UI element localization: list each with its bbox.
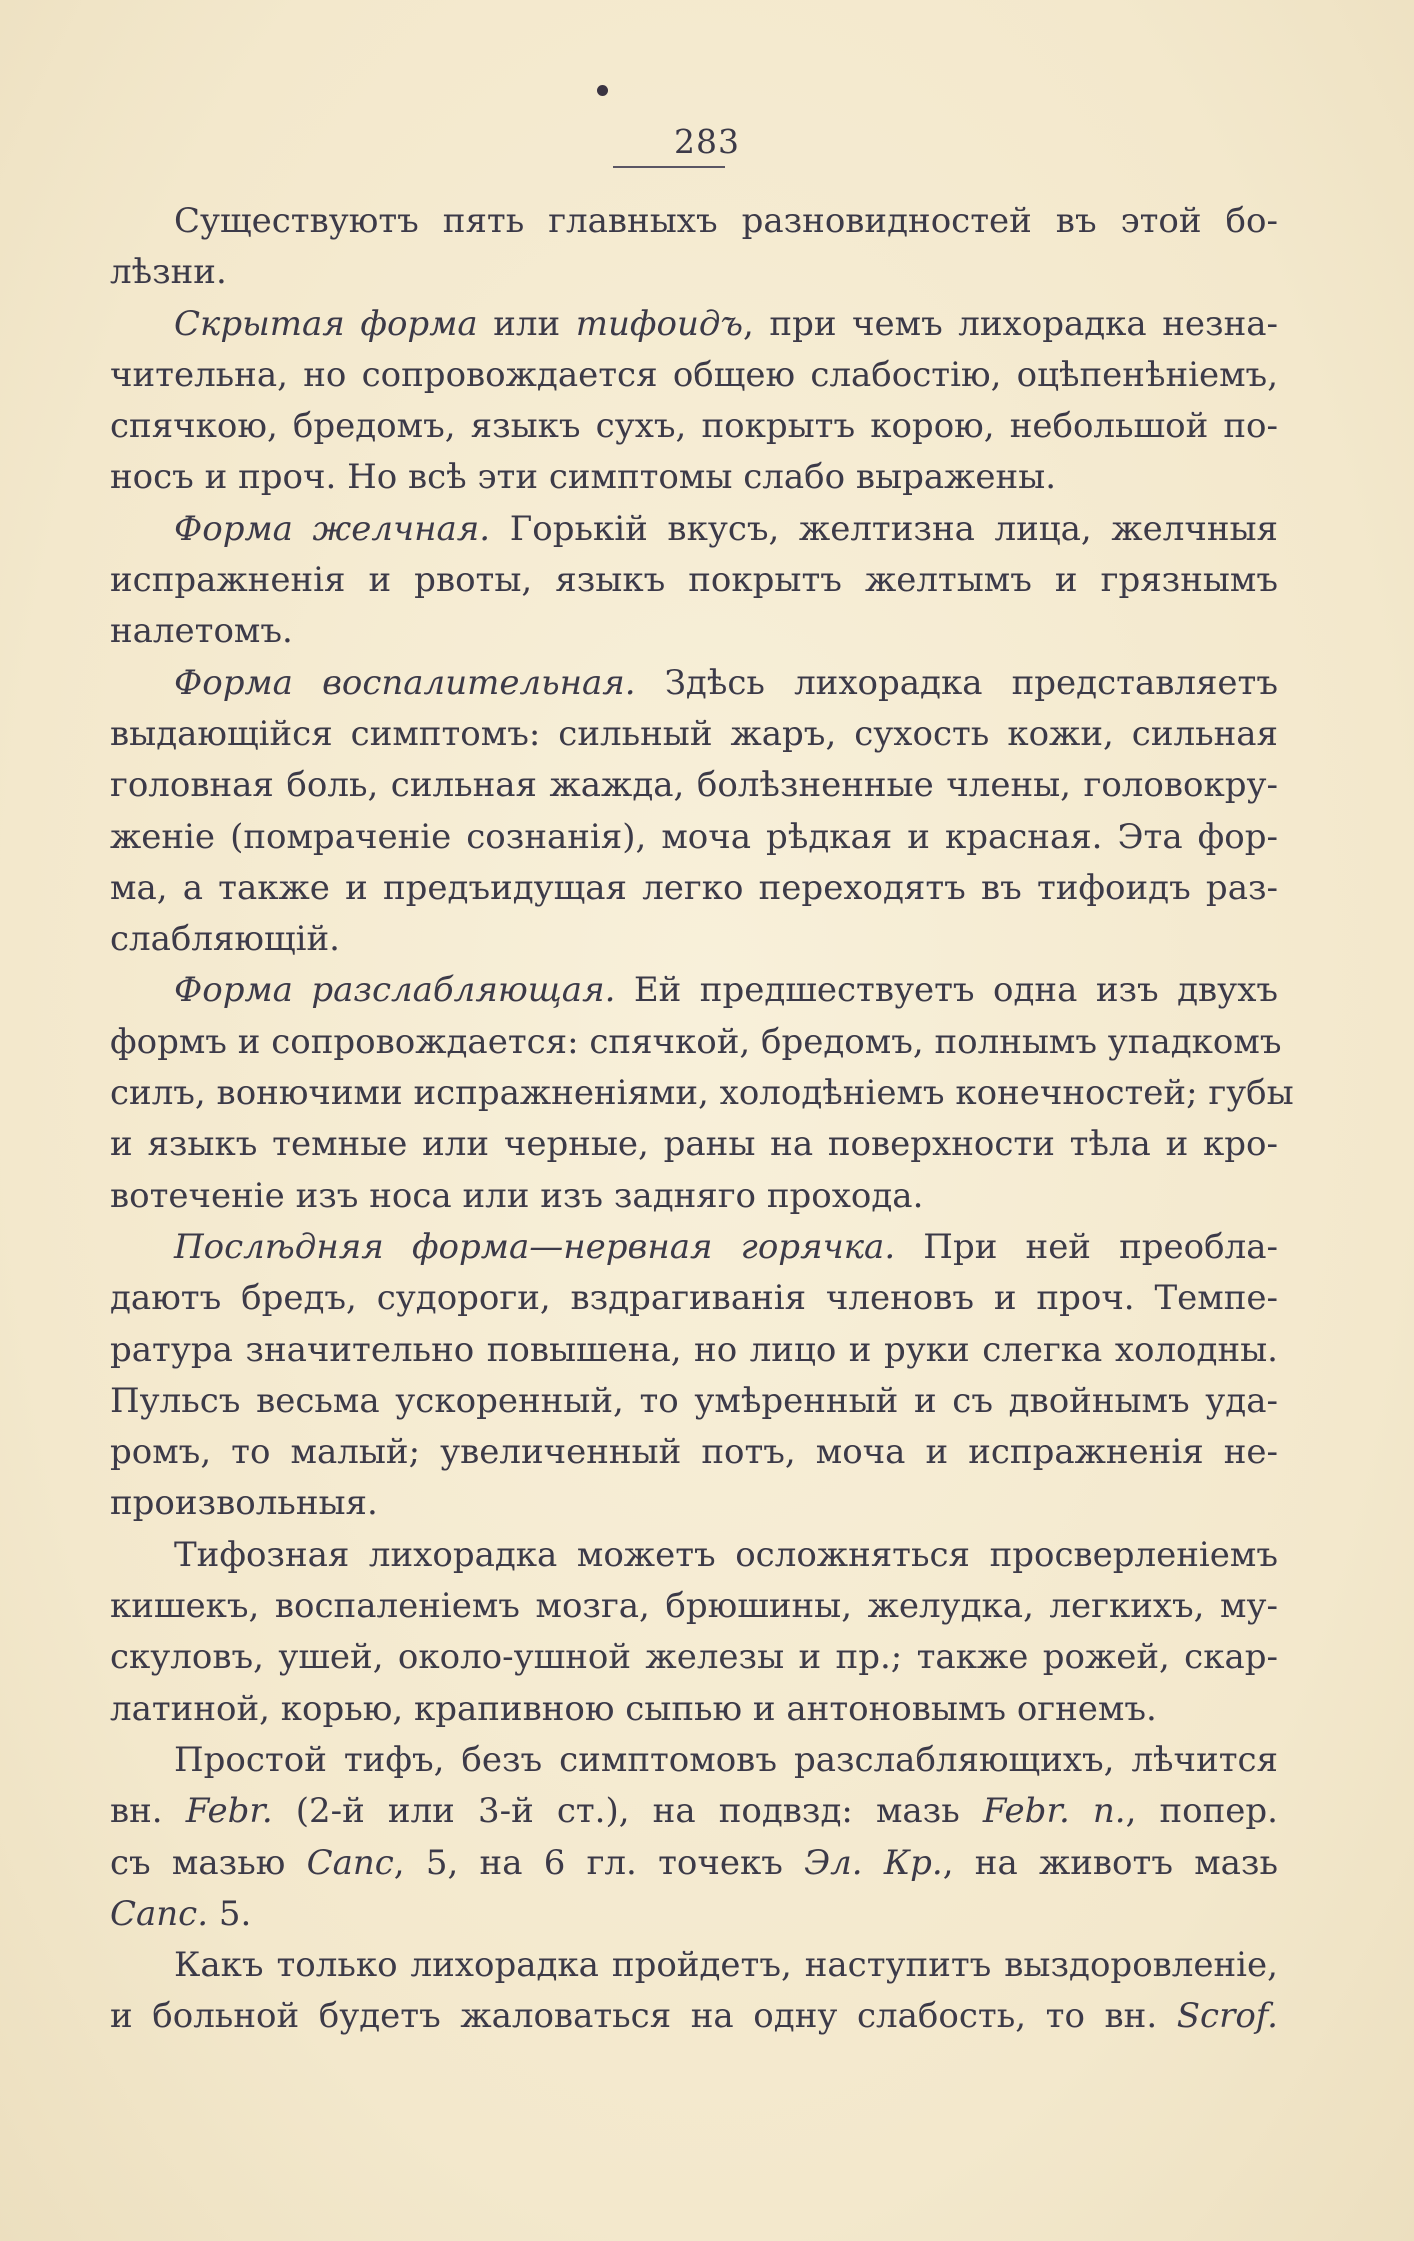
text-line: кишекъ, воспаленіемъ мозга, брюшины, желудка, легкихъ, му- bbox=[110, 1586, 1278, 1627]
text-line: латиной, корью, крапивною сыпью и антоновымъ огнемъ. bbox=[110, 1688, 1157, 1729]
text-line bbox=[110, 1786, 1278, 1837]
text-line: ма, а также и предъидущая легко переходятъ въ тифоидъ раз- bbox=[110, 867, 1278, 908]
paragraph bbox=[110, 504, 1278, 658]
text-line: выдающійся симптомъ: сильный жаръ, сухость кожи, сильная bbox=[110, 713, 1278, 754]
remedy-name: Эл. Кр. bbox=[804, 1842, 943, 1883]
text-line: произвольныя. bbox=[110, 1483, 378, 1524]
italic-term: Форма желчная. bbox=[174, 508, 491, 549]
text-line: головная боль, сильная жажда, болѣзненные члены, головокру- bbox=[110, 765, 1278, 806]
text-run: и больной будетъ жаловаться на одну слабость, то вн. bbox=[110, 1996, 1177, 2037]
italic-term: Послѣдняя форма—нервная горячка. bbox=[174, 1226, 896, 1267]
text-run: , на животъ мазь bbox=[942, 1842, 1278, 1883]
paragraph bbox=[110, 1735, 1278, 1940]
text-line: силъ, вонючими испражненіями, холодѣніемъ конечностей; губы bbox=[110, 1073, 1294, 1114]
text-run: , при чемъ лихорадка незна- bbox=[743, 303, 1278, 344]
paragraph bbox=[110, 965, 1294, 1221]
remedy-name: Canc bbox=[306, 1842, 394, 1883]
page-number-underline bbox=[613, 166, 725, 168]
text-line: Существуютъ пять главныхъ разновидностей въ этой бо- bbox=[174, 201, 1278, 241]
text-run: , 5, на 6 гл. точекъ bbox=[393, 1842, 805, 1883]
paragraph bbox=[110, 658, 1278, 966]
text-line: формъ и сопровождается: спячкой, бредомъ, полнымъ упадкомъ bbox=[110, 1021, 1282, 1062]
text-line: спячкою, бредомъ, языкъ сухъ, покрытъ корою, небольшой по- bbox=[110, 406, 1278, 447]
text-line: ратура значительно повышена, но лицо и руки слегка холодны. bbox=[110, 1329, 1278, 1370]
text-line bbox=[110, 1838, 1278, 1889]
italic-term: тифоидъ bbox=[575, 303, 744, 344]
text-line: Какъ только лихорадка пройдетъ, наступитъ выздоровленіе, bbox=[174, 1945, 1278, 1986]
text-line: ромъ, то малый; увеличенный потъ, моча и испражненія не- bbox=[110, 1432, 1278, 1473]
remedy-name: Febr. n. bbox=[982, 1791, 1126, 1832]
text-line bbox=[110, 1991, 1278, 2042]
text-run: (2-й или 3-й ст.), на подвзд: мазь bbox=[272, 1791, 983, 1832]
text-line: Простой тифъ, безъ симптомовъ разслабляющихъ, лѣчится bbox=[174, 1739, 1278, 1780]
paragraph bbox=[110, 299, 1278, 504]
italic-term: Форма воспалительная. bbox=[174, 662, 636, 703]
text-line: лѣзни. bbox=[110, 252, 227, 293]
paragraph bbox=[110, 1940, 1278, 2043]
italic-term: Скрытая форма bbox=[174, 303, 478, 344]
text-line: скуловъ, ушей, около-ушной железы и пр.; также рожей, скар- bbox=[110, 1637, 1278, 1678]
text-line bbox=[110, 1889, 1278, 1940]
italic-term: Форма разслабляющая. bbox=[174, 970, 616, 1011]
text-line bbox=[110, 299, 1278, 350]
text-line: налетомъ. bbox=[110, 611, 293, 652]
text-run: При ней преобла- bbox=[895, 1226, 1278, 1267]
paragraph bbox=[110, 1530, 1278, 1735]
text-line bbox=[110, 658, 1278, 709]
remedy-name: Febr. bbox=[185, 1791, 273, 1832]
text-line: вотеченіе изъ носа или изъ задняго прохода. bbox=[110, 1175, 924, 1216]
text-run: 5. bbox=[208, 1893, 252, 1934]
text-run: вн. bbox=[110, 1791, 186, 1832]
page-number: 283 bbox=[674, 122, 740, 161]
text-line bbox=[110, 965, 1278, 1016]
ink-dot bbox=[597, 85, 608, 96]
paragraph bbox=[110, 1222, 1278, 1530]
text-line: даютъ бредъ, судороги, вздрагиванія членовъ и проч. Темпе- bbox=[110, 1278, 1278, 1319]
text-run: Здѣсь лихорадка представляетъ bbox=[635, 662, 1278, 703]
text-line bbox=[110, 1222, 1278, 1273]
text-line: и языкъ темные или черные, раны на поверхности тѣла и кро- bbox=[110, 1124, 1278, 1165]
paragraph bbox=[110, 196, 1278, 299]
remedy-name: Scrof. bbox=[1176, 1996, 1278, 2037]
text-run: , попер. bbox=[1125, 1791, 1278, 1832]
text-line bbox=[110, 504, 1278, 555]
text-line: испражненія и рвоты, языкъ покрытъ желтымъ и грязнымъ bbox=[110, 560, 1278, 601]
text-line: слабляющій. bbox=[110, 919, 340, 960]
text-line: Тифозная лихорадка можетъ осложняться просверленіемъ bbox=[174, 1534, 1278, 1575]
text-run: Ей предшествуетъ одна изъ двухъ bbox=[615, 970, 1278, 1011]
text-run: съ мазью bbox=[110, 1842, 307, 1883]
text-line: чительна, но сопровождается общею слабостію, оцѣпенѣніемъ, bbox=[110, 354, 1278, 395]
text-line: Пульсъ весьма ускоренный, то умѣренный и съ двойнымъ уда- bbox=[110, 1380, 1278, 1421]
text-run: Горькій вкусъ, желтизна лица, желчныя bbox=[490, 508, 1278, 549]
text-line: женіе (помраченіе сознанія), моча рѣдкая и красная. Эта фор- bbox=[110, 816, 1278, 857]
remedy-name: Canc. bbox=[110, 1893, 209, 1934]
text-run: или bbox=[477, 303, 576, 344]
body-text bbox=[110, 196, 1294, 2043]
text-line: носъ и проч. Но всѣ эти симптомы слабо выражены. bbox=[110, 457, 1057, 498]
